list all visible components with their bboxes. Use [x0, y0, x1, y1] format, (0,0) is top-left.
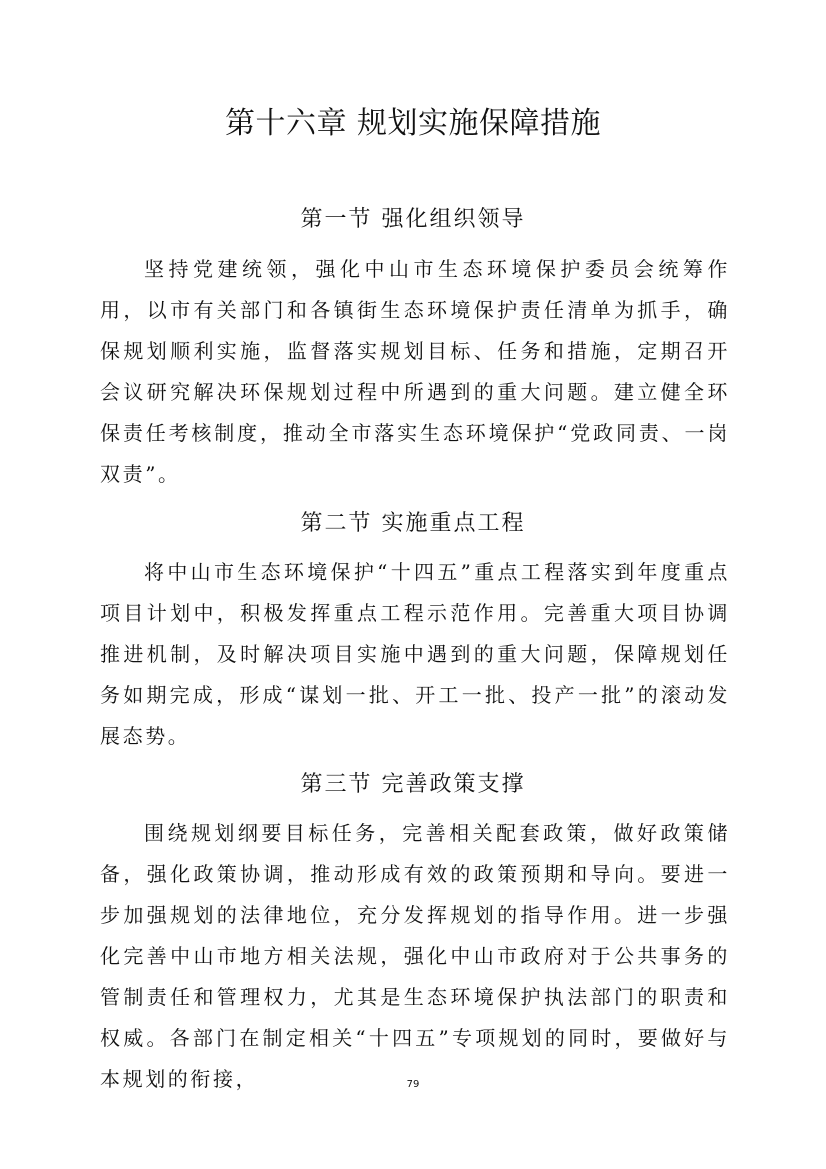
section-2-paragraph: 将中山市生态环境保护“十四五”重点工程落实到年度重点项目计划中，积极发挥重点工程示范作用。完善重大项目协调推进机制，及时解决项目实施中遇到的重大问题，保障规划任务如期完成，形成“谋划一批、开工一批、投产一批”的滚动发展态势。	[100, 560, 730, 748]
section-title-1: 第一节 强化组织领导	[300, 207, 526, 232]
chapter-title: 第十六章 规划实施保障措施	[224, 106, 602, 141]
section-1-paragraph: 坚持党建统领，强化中山市生态环境保护委员会统筹作用，以市有关部门和各镇街生态环境保护责任清单为抓手，确保规划顺利实施，监督落实规划目标、任务和措施，定期召开会议研究解决环保规划过程中所遇到的重大问题。建立健全环保责任考核制度，推动全市落实生态环境保护“党政同责、一岗双责”。	[100, 257, 730, 486]
page-number: 79	[406, 1079, 420, 1090]
section-title-3: 第三节 完善政策支撑	[300, 772, 526, 797]
section-3-paragraph: 围绕规划纲要目标任务，完善相关配套政策，做好政策储备，强化政策协调，推动形成有效的政策预期和导向。要进一步加强规划的法律地位，充分发挥规划的指导作用。进一步强化完善中山市地方相关法规，强化中山市政府对于公共事务的管制责任和管理权力，尤其是生态环境保护执法部门的职责和权威。各部门在制定相关“十四五”专项规划的同时，要做好与本规划的衔接，	[100, 821, 730, 1091]
section-title-2: 第二节 实施重点工程	[300, 511, 526, 536]
